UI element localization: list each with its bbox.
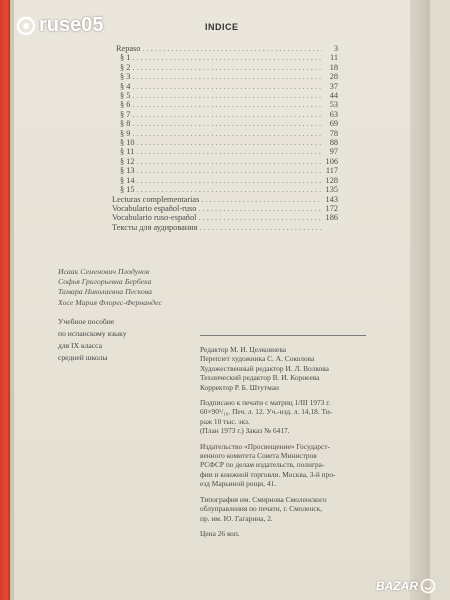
imprint-block [200,345,376,538]
toc-entry-label: § 3 [120,72,131,82]
toc-dot-leader [132,91,322,100]
toc-row [112,166,338,175]
toc-entry-label: § 7 [120,109,131,119]
toc-row [112,91,338,100]
imprint-line: Переплет художника С. А. Соколова [200,354,315,364]
divider-line [200,335,366,336]
toc-page-number: 97 [329,147,338,157]
toc-entry-label: § 11 [120,147,135,157]
toc-row [112,63,338,72]
toc-dot-leader [136,147,322,156]
toc-page-number: 143 [325,194,338,204]
toc-row [112,119,338,128]
toc-dot-leader [200,223,322,232]
toc-entry-label: § 5 [120,91,131,101]
toc-row [112,53,338,62]
toc-page-number: 53 [329,100,338,110]
imprint-line: облуправления по печати, г. Смоленск, [200,504,323,514]
imprint-line: Издательство «Просвещение» Государст- [200,441,330,451]
author-name: Софья Григорьевна Бербека [58,277,152,287]
imprint-line: Художественный редактор И. Л. Волкова [200,363,329,373]
imprint-line: 60×90¹/₁₆. Печ. л. 12. Уч.-изд. л. 14,18. Ти- [200,407,333,417]
typography-details [200,495,376,523]
watermark-text: BAZAR [376,579,418,593]
toc-page-number: 44 [329,91,338,101]
toc-dot-leader [137,157,322,166]
toc-row [112,138,338,147]
author-name: Исаак Семенович Плодунов [58,267,150,276]
site-logo [16,14,104,37]
toc-entry-label: § 9 [120,128,131,138]
imprint-line: Подписано к печати с матриц 1/III 1973 г. [200,398,331,408]
description-line: средней школы [58,353,108,362]
toc-page-number: 106 [325,156,338,166]
imprint-line: пр. им. Ю. Гагарина, 2. [200,513,273,523]
toc-row [112,82,338,91]
logo-text: ruse05 [39,14,104,36]
imprint-line: венного комитета Совета Министров [200,451,317,461]
toc-row [112,223,338,232]
toc-page-number: 37 [329,81,338,91]
toc-row [112,129,338,138]
toc-page-number: 11 [330,53,338,63]
imprint-line: Технический редактор В. И. Корнеева [200,373,320,383]
toc-dot-leader [132,100,322,109]
imprint-line: РСФСР по делам издательств, полигра- [200,460,325,470]
toc-dot-leader [198,213,322,222]
toc-page-number: 128 [325,175,338,185]
toc-entry-label: § 6 [120,100,131,110]
description-line: по испанскому языку [58,329,127,338]
toc-dot-leader [132,72,322,81]
toc-dot-leader [137,138,322,147]
toc-entry-label: § 4 [120,81,131,91]
table-of-contents [112,44,338,232]
logo-mark-icon [16,16,36,36]
toc-dot-leader [137,185,322,194]
toc-dot-leader [132,129,322,138]
toc-row [112,110,338,119]
toc-page-number: 186 [325,213,338,223]
imprint-line: раж 10 тыс. экз. [200,416,250,426]
toc-row [112,176,338,185]
description-line: Учебное пособие [58,317,115,326]
toc-row [112,157,338,166]
toc-entry-label: § 8 [120,119,131,129]
imprint-line: Редактор М. И. Целковнева [200,345,287,354]
toc-row [112,44,338,53]
print-details [200,398,376,436]
publisher-details [200,442,376,489]
toc-row [112,204,338,213]
toc-dot-leader [137,166,322,175]
imprint-line: Корректор Р. Б. Штутман [200,382,279,392]
toc-dot-leader [132,119,322,128]
toc-entry-label: § 1 [120,53,131,63]
toc-entry-label: § 14 [120,175,135,185]
toc-entry-label: Repaso [116,44,141,53]
imprint-line: фии и книжной торговли. Москва, 3-й про- [200,469,336,479]
author-name: Хосе Мария Флорес-Фернандес [58,297,162,307]
toc-dot-leader [201,195,322,204]
toc-dot-leader [142,44,322,53]
toc-entry-label: § 10 [120,138,135,148]
toc-page-number: 3 [333,44,338,53]
toc-page-number: 117 [325,166,338,176]
staff-credits [200,345,376,392]
toc-page-number: 18 [329,62,338,72]
imprint-line: (План 1973 г.) Заказ № 6417. [200,426,290,436]
toc-page-number: 63 [329,109,338,119]
toc-dot-leader [132,110,322,119]
toc-page-number: 28 [329,72,338,82]
toc-entry-label: § 15 [120,185,135,195]
toc-entry-label: § 12 [120,156,135,166]
page-title: INDICE [205,22,239,32]
toc-page-number [324,223,338,232]
textbook-description [58,316,127,364]
toc-page-number: 172 [325,203,338,213]
page-edge-shadow [410,0,430,600]
toc-dot-leader [132,53,322,62]
toc-row [112,72,338,81]
toc-dot-leader [132,82,322,91]
toc-dot-leader [198,204,322,213]
toc-dot-leader [132,63,322,72]
toc-entry-label: Vocabulario español-ruso [112,203,197,213]
toc-dot-leader [137,176,322,185]
toc-entry-label: Vocabulario ruso-español [112,213,197,223]
toc-entry-label: § 13 [120,166,135,176]
toc-page-number: 69 [329,119,338,129]
toc-row [112,195,338,204]
toc-row [112,100,338,109]
author-name: Тамара Николаевна Пескова [58,287,153,297]
imprint-line: Типография им. Смирнова Смоленского [200,494,327,504]
toc-page-number: 78 [329,128,338,138]
watermark [376,578,436,594]
toc-page-number: 135 [325,185,338,195]
toc-entry-label: § 2 [120,62,131,72]
red-book-spine [0,0,10,600]
imprint-line: езд Марьиной рощи, 41. [200,479,277,489]
toc-row [112,213,338,222]
smile-icon [420,578,436,594]
toc-entry-label: Lecturas complementarias [112,194,200,204]
price-label: Цена 26 коп. [200,528,240,538]
toc-row [112,147,338,156]
toc-entry-label: Тексты для аудирования [112,222,198,232]
toc-row [112,185,338,194]
description-line: для IX класса [58,341,103,350]
toc-page-number: 88 [329,138,338,148]
author-list [58,267,162,308]
